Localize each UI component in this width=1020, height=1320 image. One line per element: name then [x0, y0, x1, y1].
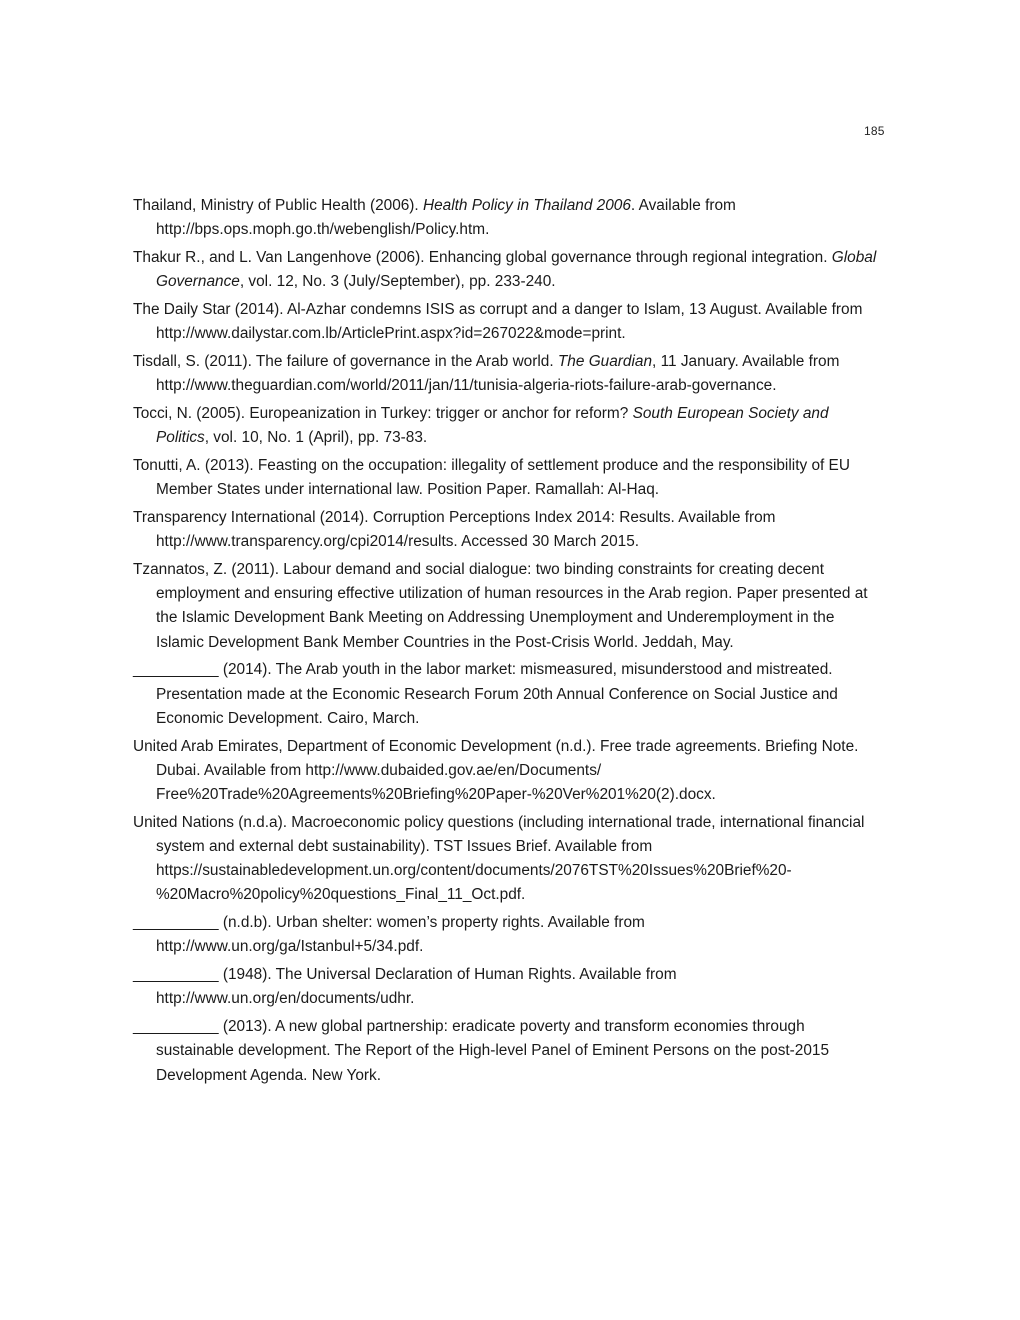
reference-list [133, 194, 885, 1091]
reference-text: Thailand, Ministry of Public Health (2006). [133, 197, 423, 214]
reference-text: __________ (1948). The Universal Declaration of Human Rights. Available from http://www.un.org/en/documents/udhr. [133, 966, 677, 1008]
reference-text: United Nations (n.d.a). Macroeconomic policy questions (including international trade, international financial system and external debt sustainability). TST Issues Brief. Available from https://sustainabledevelopment.un.org/content/documents/2076TST%20Issues%20Brief%20-%20Macro%20policy%20questions_Final_11_Oct.pdf. [133, 813, 865, 904]
reference-text: Tisdall, S. (2011). The failure of governance in the Arab world. [133, 353, 558, 370]
reference-entry [133, 811, 885, 908]
reference-entry [133, 402, 885, 450]
reference-title-italic: Global Governance [156, 249, 877, 291]
reference-title-italic: Health Policy in Thailand 2006 [423, 197, 631, 214]
reference-text: , vol. 10, No. 1 (April), pp. 73-83. [204, 429, 428, 447]
reference-entry [133, 658, 885, 731]
reference-text: , 11 January. Available from http://www.theguardian.com/world/2011/jan/11/tunisia-algeria-riots-failure-arab-governance. [156, 353, 840, 395]
reference-entry [133, 911, 885, 959]
reference-text: Thakur R., and L. Van Langenhove (2006). Enhancing global governance through regional integration. [133, 249, 832, 266]
reference-text: Tzannatos, Z. (2011). Labour demand and social dialogue: two binding constraints for creating decent employment and ensuring effective utilization of human resources in the Arab region. Paper presented at the Islamic Development Bank Meeting on Addressing Unemployment and Underemployment in the Islamic Development Bank Member Countries in the Post-Crisis World. Jeddah, May. [133, 561, 868, 651]
reference-text: , vol. 12, No. 3 (July/September), pp. 233-240. [239, 273, 556, 291]
reference-text: Tocci, N. (2005). Europeanization in Turkey: trigger or anchor for reform? [133, 405, 633, 422]
reference-entry [133, 350, 885, 398]
reference-text: Transparency International (2014). Corruption Perceptions Index 2014: Results. Available from http://www.transparency.org/cpi2014/results. Accessed 30 March 2015. [133, 509, 776, 551]
reference-text: . Available from http://bps.ops.moph.go.th/webenglish/Policy.htm. [156, 197, 736, 239]
reference-entry [133, 246, 885, 294]
reference-entry [133, 194, 885, 242]
reference-text: United Arab Emirates, Department of Economic Development (n.d.). Free trade agreements. Briefing Note. Dubai. Available from http://www.dubaided.gov.ae/en/Documents/ Free%20Trade%20Agreements%20Briefing%20Paper-%20Ver%201%20(2).docx. [133, 737, 859, 804]
reference-entry [133, 558, 885, 655]
reference-entry [133, 506, 885, 554]
reference-entry [133, 963, 885, 1011]
reference-entry [133, 735, 885, 808]
reference-title-italic: South European Society and Politics [156, 405, 829, 447]
reference-text: __________ (2014). The Arab youth in the labor market: mismeasured, misunderstood and mistreated. Presentation made at the Economic Research Forum 20th Annual Conference on Social Justice and Economic Development. Cairo, March. [133, 661, 838, 727]
page-number: 185 [864, 124, 885, 138]
reference-title-italic: The Guardian [557, 353, 653, 370]
reference-text: Tonutti, A. (2013). Feasting on the occupation: illegality of settlement produce and the responsibility of EU Member States under international law. Position Paper. Ramallah: Al-Haq. [133, 457, 850, 499]
reference-text: __________ (n.d.b). Urban shelter: women’s property rights. Available from http://www.un.org/ga/Istanbul+5/34.pdf. [133, 914, 645, 956]
reference-entry [133, 454, 885, 502]
reference-text: __________ (2013). A new global partnership: eradicate poverty and transform economies through sustainable development. The Report of the High-level Panel of Eminent Persons on the post-2015 Development Agenda. New York. [133, 1018, 830, 1084]
reference-text: The Daily Star (2014). Al-Azhar condemns ISIS as corrupt and a danger to Islam, 13 August. Available from http://www.dailystar.com.lb/ArticlePrint.aspx?id=267022&mode=print. [133, 301, 863, 343]
reference-entry [133, 1015, 885, 1088]
reference-entry [133, 298, 885, 346]
